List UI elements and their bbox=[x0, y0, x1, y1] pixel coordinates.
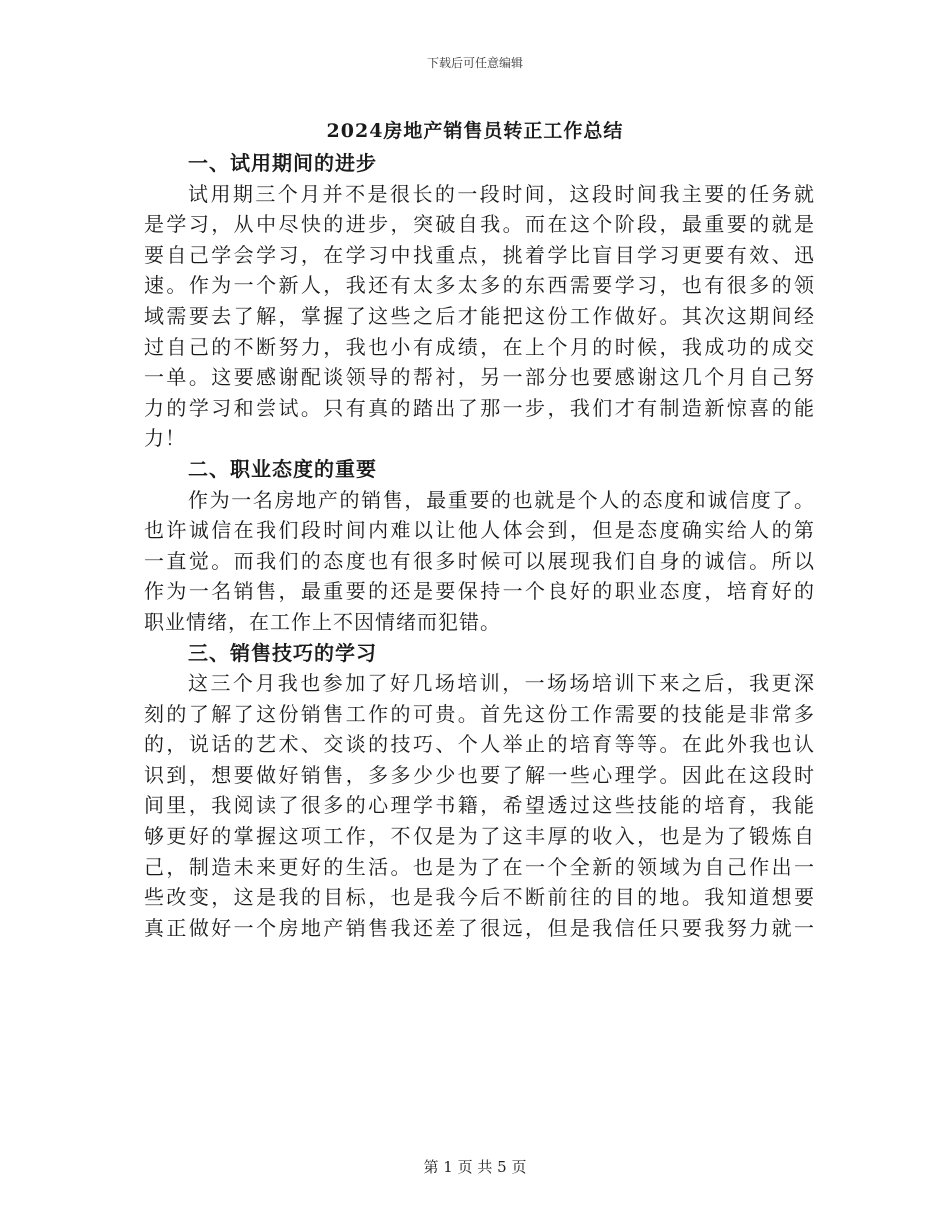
paragraph-line: 够更好的掌握这项工作，不仅是为了这丰厚的收入，也是为了锻炼自 bbox=[144, 824, 814, 849]
paragraph-line: 真正做好一个房地产销售我还差了很远，但是我信任只要我努力就一 bbox=[144, 915, 814, 940]
paragraph-line: 识到，想要做好销售，多多少少也要了解一些心理学。因此在这段时 bbox=[144, 762, 814, 787]
paragraph-line: 试用期三个月并不是很长的一段时间，这段时间我主要的任务就 bbox=[188, 181, 814, 206]
paragraph-line: 作为一名销售，最重要的还是要保持一个良好的职业态度，培育好的 bbox=[144, 579, 814, 604]
header-note: 下载后可任意编辑 bbox=[426, 56, 523, 70]
paragraph-line: 作为一名房地产的销售，最重要的也就是个人的态度和诚信度了。 bbox=[188, 487, 814, 512]
section-heading: 二、职业态度的重要 bbox=[188, 456, 377, 481]
paragraph-line: 这三个月我也参加了好几场培训，一场场培训下来之后，我更深 bbox=[188, 671, 814, 696]
paragraph-line: 些改变，这是我的目标，也是我今后不断前往的目的地。我知道想要 bbox=[144, 885, 814, 910]
section-heading: 三、销售技巧的学习 bbox=[188, 640, 377, 665]
paragraph-line: 速。作为一个新人，我还有太多太多的东西需要学习，也有很多的领 bbox=[144, 273, 814, 298]
paragraph-line: 一直觉。而我们的态度也有很多时候可以展现我们自身的诚信。所以 bbox=[144, 548, 814, 573]
paragraph-line: 己，制造未来更好的生活。也是为了在一个全新的领域为自己作出一 bbox=[144, 854, 814, 879]
document-title: 2024房地产销售员转正工作总结 bbox=[326, 120, 624, 142]
paragraph-line: 间里，我阅读了很多的心理学书籍，希望透过这些技能的培育，我能 bbox=[144, 793, 814, 818]
paragraph-line: 刻的了解了这份销售工作的可贵。首先这份工作需要的技能是非常多 bbox=[144, 701, 814, 726]
paragraph-line: 也许诚信在我们段时间内难以让他人体会到，但是态度确实给人的第 bbox=[144, 518, 814, 543]
paragraph-line: 要自己学会学习，在学习中找重点，挑着学比盲目学习更要有效、迅 bbox=[144, 242, 814, 267]
paragraph-line: 职业情绪，在工作上不因情绪而犯错。 bbox=[144, 609, 501, 634]
paragraph-line: 是学习，从中尽快的进步，突破自我。而在这个阶段，最重要的就是 bbox=[144, 212, 814, 237]
paragraph-line: 力！ bbox=[144, 426, 186, 451]
page-number: 第 1 页 共 5 页 bbox=[423, 1158, 527, 1176]
document-body bbox=[144, 148, 814, 943]
paragraph-line: 域需要去了解，掌握了这些之后才能把这份工作做好。其次这期间经 bbox=[144, 303, 814, 328]
paragraph-line: 的，说话的艺术、交谈的技巧、个人举止的培育等等。在此外我也认 bbox=[144, 732, 814, 757]
section-heading: 一、试用期间的进步 bbox=[188, 151, 377, 175]
paragraph-line: 过自己的不断努力，我也小有成绩，在上个月的时候，我成功的成交 bbox=[144, 334, 814, 359]
paragraph-line: 一单。这要感谢配谈领导的帮衬，另一部分也要感谢这几个月自己努 bbox=[144, 365, 814, 390]
paragraph-line: 力的学习和尝试。只有真的踏出了那一步，我们才有制造新惊喜的能 bbox=[144, 395, 814, 420]
